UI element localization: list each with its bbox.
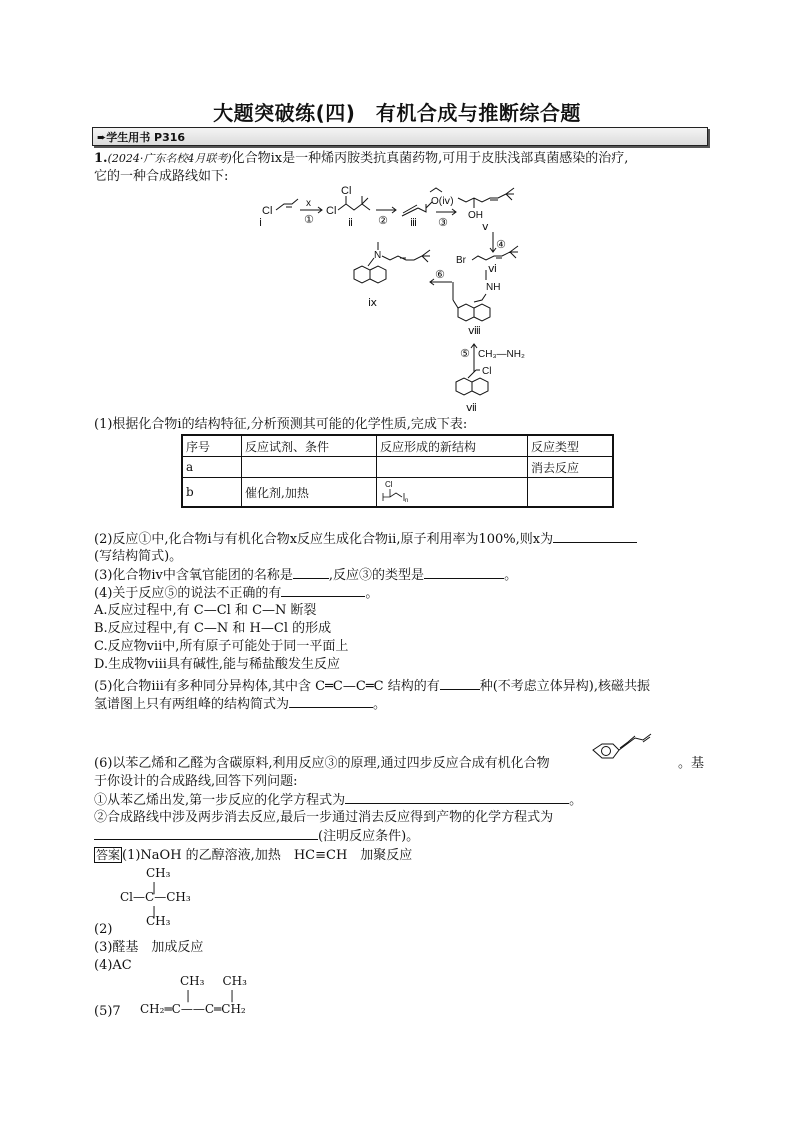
question-stem-line2: 它的一种合成路线如下: — [94, 169, 229, 184]
option-a: A.反应过程中,有 C—Cl 和 C—N 断裂 — [94, 603, 317, 618]
svg-text:Cl: Cl — [341, 185, 352, 197]
answer-blank[interactable] — [424, 566, 504, 579]
part6-line1: (6)以苯乙烯和乙醛为含碳原料,利用反应③的原理,通过四步反应合成有机化合物 — [94, 756, 550, 771]
page-title: 大题突破练(四) 有机合成与推断综合题 — [213, 101, 581, 125]
compound-label-vii: ⅶ — [466, 402, 477, 414]
part6-line1-end: 。基 — [678, 756, 705, 771]
step-5: ⑤ — [460, 348, 470, 360]
answer-blank[interactable] — [553, 530, 637, 543]
compound-viii-naphthalene — [458, 304, 490, 321]
compound-label-iii: ⅲ — [410, 217, 418, 229]
compound-iii-skeleton — [402, 202, 432, 216]
table-header-cell: 反应形成的新结构 — [377, 435, 528, 457]
answer-blank[interactable] — [293, 566, 329, 579]
table-row — [182, 478, 613, 508]
table-header-cell: 反应试剂、条件 — [242, 435, 377, 457]
svg-text:n: n — [405, 497, 409, 503]
compound-ix-naphthalene — [354, 266, 386, 283]
part2-line1: (2)反应①中,化合物ⅰ与有机化合物x反应生成化合物ⅱ,原子利用率为100%,则x为 — [94, 530, 637, 549]
compound-label-viii: ⅷ — [468, 325, 481, 337]
compound-ii-skeleton — [338, 196, 370, 210]
option-d: D.生成物ⅷ具有碱性,能与稀盐酸发生反应 — [94, 657, 341, 672]
part6-line2: 于你设计的合成路线,回答下列问题: — [94, 774, 298, 789]
answer-blank[interactable] — [345, 791, 569, 804]
compound-i-skeleton — [276, 199, 298, 210]
question-stem-line1: 1.(2024·广东名校4月联考)化合物ⅸ是一种烯丙胺类抗真菌药物,可用于皮肤浅部真菌感染的治疗, — [94, 151, 629, 166]
property-table — [181, 434, 614, 508]
compound-vii-naphthalene — [456, 378, 488, 395]
svg-text:Cl: Cl — [326, 205, 337, 217]
compound-label-ix: ⅸ — [368, 297, 378, 309]
reagent-x: x — [306, 198, 311, 209]
part6-line4: ②合成路线中涉及两步消去反应,最后一步通过消去反应得到产物的化学方程式为 — [94, 810, 554, 825]
question-source: (2024·广东名校4月联考) — [107, 152, 232, 165]
atom-n: N — [374, 250, 382, 261]
atom-br: Br — [456, 255, 466, 266]
part5-line1: (5)化合物ⅲ有多种同分异构体,其中含 C═C—C═C 结构的有 种(不考虑立体异构),核磁共振 — [94, 679, 651, 694]
part4-line: (4)关于反应⑤的说法不正确的有 。 — [94, 586, 379, 601]
polymer-structure — [380, 479, 410, 503]
table-cell-blank[interactable] — [377, 457, 528, 478]
table-header-cell: 反应类型 — [528, 435, 614, 457]
table-cell: a — [182, 457, 242, 478]
option-b: B.反应过程中,有 C—N 和 H—Cl 的形成 — [94, 621, 332, 636]
table-header-cell: 序号 — [182, 435, 242, 457]
arrow-step1 — [300, 207, 322, 213]
part3-line: (3)化合物ⅳ中含氧官能团的名称是 ,反应③的类型是 。 — [94, 568, 518, 583]
step-6: ⑥ — [435, 269, 445, 281]
part5-line2: 氢谱图上只有两组峰的结构简式为 。 — [94, 697, 387, 712]
step-3: ③ — [438, 217, 448, 229]
option-c: C.反应物ⅶ中,所有原子可能处于同一平面上 — [94, 639, 349, 654]
part6-line5: (注明反应条件)。 — [94, 827, 419, 846]
part2-line2: (写结构简式)。 — [94, 549, 183, 564]
atom-cl: Cl — [482, 366, 492, 377]
part6-line3: ①从苯乙烯出发,第一步反应的化学方程式为 。 — [94, 793, 583, 808]
target-molecule — [587, 730, 667, 772]
compound-viii-chain — [474, 270, 486, 302]
table-cell: 催化剂,加热 — [242, 478, 377, 508]
compound-iv-skeleton — [430, 188, 442, 192]
table-cell-blank[interactable] — [528, 478, 614, 508]
compound-vi-skeleton — [472, 246, 518, 260]
step-2: ② — [378, 215, 388, 227]
answer-line4: (4)AC — [94, 958, 132, 973]
answer-line3: (3)醛基 加成反应 — [94, 940, 204, 955]
group-nh: NH — [486, 282, 501, 293]
table-cell-blank[interactable] — [242, 457, 377, 478]
answer-line2: (2) — [94, 922, 113, 937]
compound-label-i: ⅰ — [259, 217, 263, 229]
synthesis-scheme — [250, 182, 560, 414]
answer-tag: 答案 — [96, 848, 121, 862]
step-4: ④ — [496, 239, 506, 251]
answer-5-structure: CH₃ CH₃ | | CH₂═C——C═CH₂ — [140, 974, 247, 1016]
svg-text:Cl: Cl — [385, 479, 393, 489]
answer-blank[interactable] — [94, 827, 318, 840]
answer-blank[interactable] — [281, 584, 365, 597]
answer-blank[interactable] — [289, 695, 373, 708]
compound-label-v: ⅴ — [482, 221, 489, 233]
atom-cl: Cl — [262, 205, 273, 217]
reagent-methylamine: CH₃—NH₂ — [478, 349, 525, 360]
part1-text: (1)根据化合物ⅰ的结构特征,分析预测其可能的化学性质,完成下表: — [94, 417, 468, 432]
compound-label-ii: ⅱ — [348, 217, 354, 229]
arrow-step2 — [376, 207, 396, 213]
group-oh: OH — [468, 210, 483, 221]
table-cell: 消去反应 — [528, 457, 614, 478]
book-reference: ➨学生用书 P316 — [97, 131, 186, 144]
book-reference-bar — [92, 127, 708, 146]
arrow-step5 — [471, 344, 477, 372]
compound-label-vi: ⅵ — [488, 263, 497, 275]
answer-2-structure: CH₃ | Cl—C—CH₃ | CH₃ — [120, 866, 191, 928]
step-1: ① — [304, 214, 314, 226]
table-cell: b — [182, 478, 242, 508]
table-row — [182, 457, 613, 478]
table-header-row — [182, 435, 613, 457]
answer-blank[interactable] — [440, 677, 480, 690]
arrow-step3 — [436, 209, 456, 215]
table-cell-polymer — [377, 478, 528, 508]
answer-line1: 答案 (1)NaOH 的乙醇溶液,加热 HC≡CH 加聚反应 — [96, 848, 413, 863]
answer-line5: (5)7 — [94, 1004, 121, 1019]
reagent-iv: O(ⅳ) — [431, 196, 454, 207]
compound-v-skeleton — [458, 188, 514, 208]
